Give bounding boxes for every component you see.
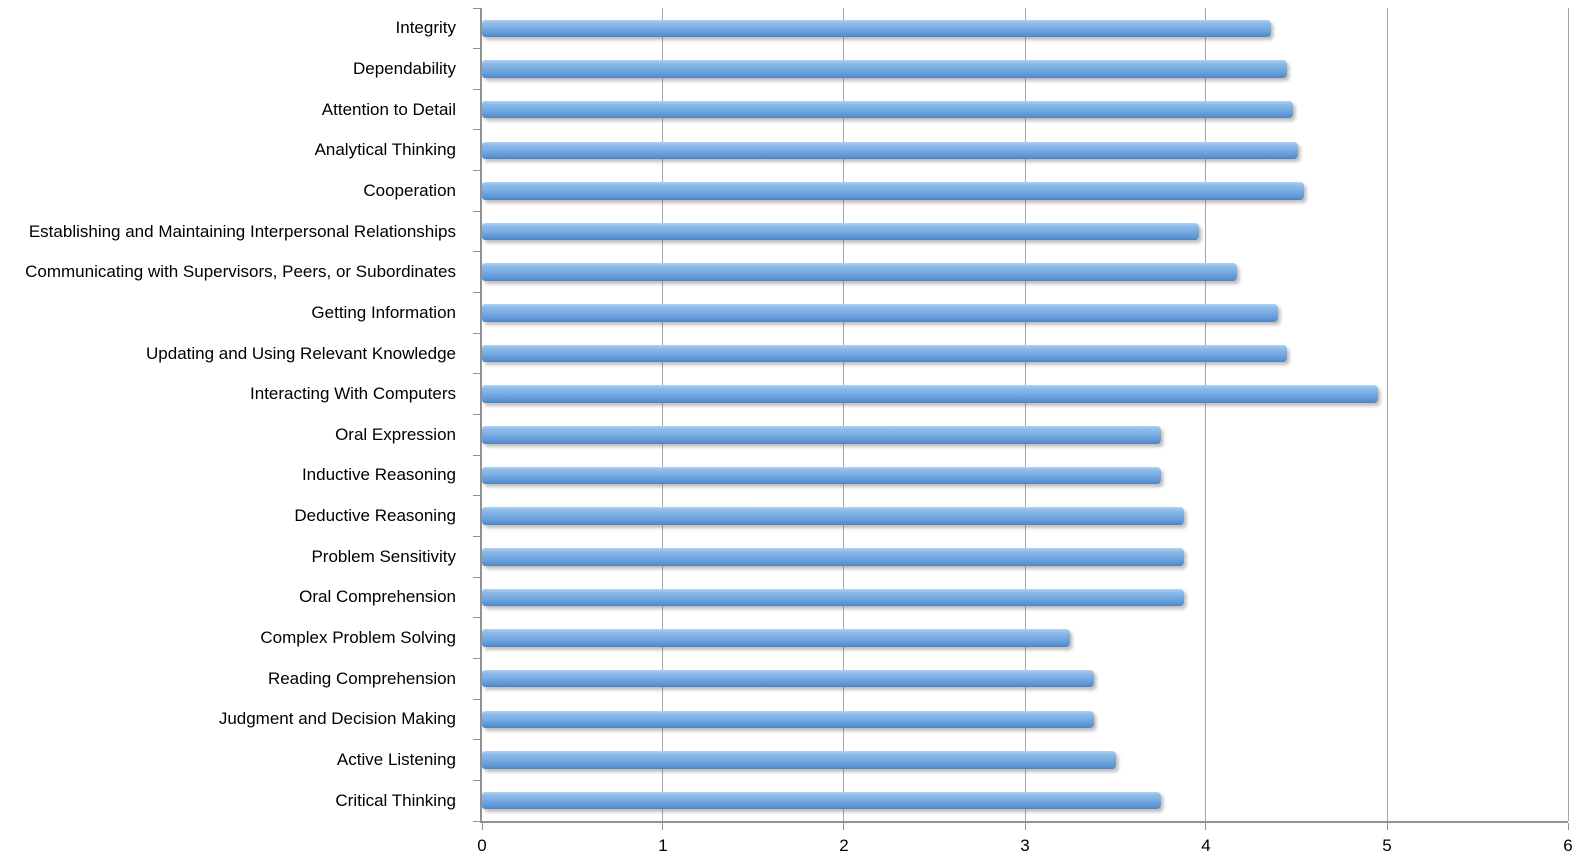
y-axis-tick-mark [473,577,480,578]
bar-reading-comprehension [482,670,1094,688]
y-axis-tick-mark [473,8,480,9]
category-label: Integrity [395,18,456,38]
bar-problem-sensitivity [482,548,1184,566]
category-label: Dependability [352,58,456,78]
bar-getting-information [482,304,1278,322]
y-axis-tick-mark [473,89,480,90]
bar-establishing-and-maintaining-interpersonal-relationships [482,223,1199,241]
category-label: Oral Comprehension [299,587,456,607]
bar-analytical-thinking [482,142,1298,160]
category-label: Establishing and Maintaining Interpersonal Relationships [28,221,456,241]
category-label: Inductive Reasoning [301,465,456,485]
bar-oral-comprehension [482,589,1184,607]
x-axis-tick-mark [1025,823,1026,830]
category-label: Complex Problem Solving [260,628,456,648]
category-label: Communicating with Supervisors, Peers, or Subordinates [25,262,456,282]
x-axis-tick-label: 5 [1382,836,1392,855]
bar-critical-thinking [482,792,1161,810]
plot-area [482,8,1568,821]
x-axis-tick-mark [1205,823,1206,830]
category-label: Judgment and Decision Making [218,709,456,729]
y-axis-tick-mark [473,292,480,293]
bar-active-listening [482,751,1116,769]
category-label: Getting Information [311,302,456,322]
category-label: Interacting With Computers [250,384,456,404]
category-label: Active Listening [336,750,456,770]
x-axis-tick-mark [1387,823,1388,830]
gridline-x-3 [1025,8,1026,821]
bar-updating-and-using-relevant-knowledge [482,345,1287,363]
category-label: Analytical Thinking [314,140,456,160]
bar-cooperation [482,182,1304,200]
x-axis-tick-label: 6 [1563,836,1573,855]
x-axis-tick-label: 0 [477,836,487,855]
y-axis-tick-mark [473,251,480,252]
category-label: Deductive Reasoning [294,506,456,526]
y-axis-tick-mark [473,739,480,740]
bar-dependability [482,60,1287,78]
y-axis-tick-mark [473,129,480,130]
bar-interacting-with-computers [482,385,1378,403]
category-label: Problem Sensitivity [311,546,456,566]
category-label: Oral Expression [335,424,456,444]
bar-communicating-with-supervisors-peers-or-subordinates [482,263,1237,281]
bar-attention-to-detail [482,101,1293,119]
gridline-x-4 [1205,8,1206,821]
y-axis-line [480,8,482,821]
y-axis-tick-mark [473,211,480,212]
y-axis-tick-mark [473,170,480,171]
x-axis-tick-mark [843,823,844,830]
gridline-x-6 [1568,8,1569,821]
y-axis-tick-mark [473,780,480,781]
y-axis-tick-mark [473,333,480,334]
y-axis-tick-mark [473,373,480,374]
bar-judgment-and-decision-making [482,711,1094,729]
x-axis-tick-label: 3 [1020,836,1030,855]
gridline-x-5 [1387,8,1388,821]
bar-deductive-reasoning [482,507,1184,525]
y-axis-tick-mark [473,658,480,659]
bar-oral-expression [482,426,1161,444]
y-axis-tick-mark [473,455,480,456]
gridline-x-1 [662,8,663,821]
category-label: Critical Thinking [335,790,456,810]
y-axis-tick-mark [473,617,480,618]
y-axis-tick-mark [473,821,480,822]
y-axis-tick-mark [473,699,480,700]
bar-complex-problem-solving [482,629,1070,647]
x-axis-tick-mark [1568,823,1569,830]
category-label: Reading Comprehension [267,668,456,688]
y-axis-tick-mark [473,414,480,415]
x-axis-tick-mark [482,823,483,830]
y-axis-tick-mark [473,48,480,49]
gridline-x-2 [843,8,844,821]
y-axis-tick-mark [473,495,480,496]
category-label: Cooperation [363,180,456,200]
bar-inductive-reasoning [482,467,1161,485]
category-label: Updating and Using Relevant Knowledge [146,343,456,363]
x-axis-tick-label: 1 [658,836,668,855]
y-axis-tick-mark [473,536,480,537]
x-axis-tick-mark [662,823,663,830]
x-axis-tick-label: 2 [839,836,849,855]
x-axis-tick-label: 4 [1201,836,1211,855]
bar-integrity [482,20,1271,38]
category-label: Attention to Detail [321,99,456,119]
